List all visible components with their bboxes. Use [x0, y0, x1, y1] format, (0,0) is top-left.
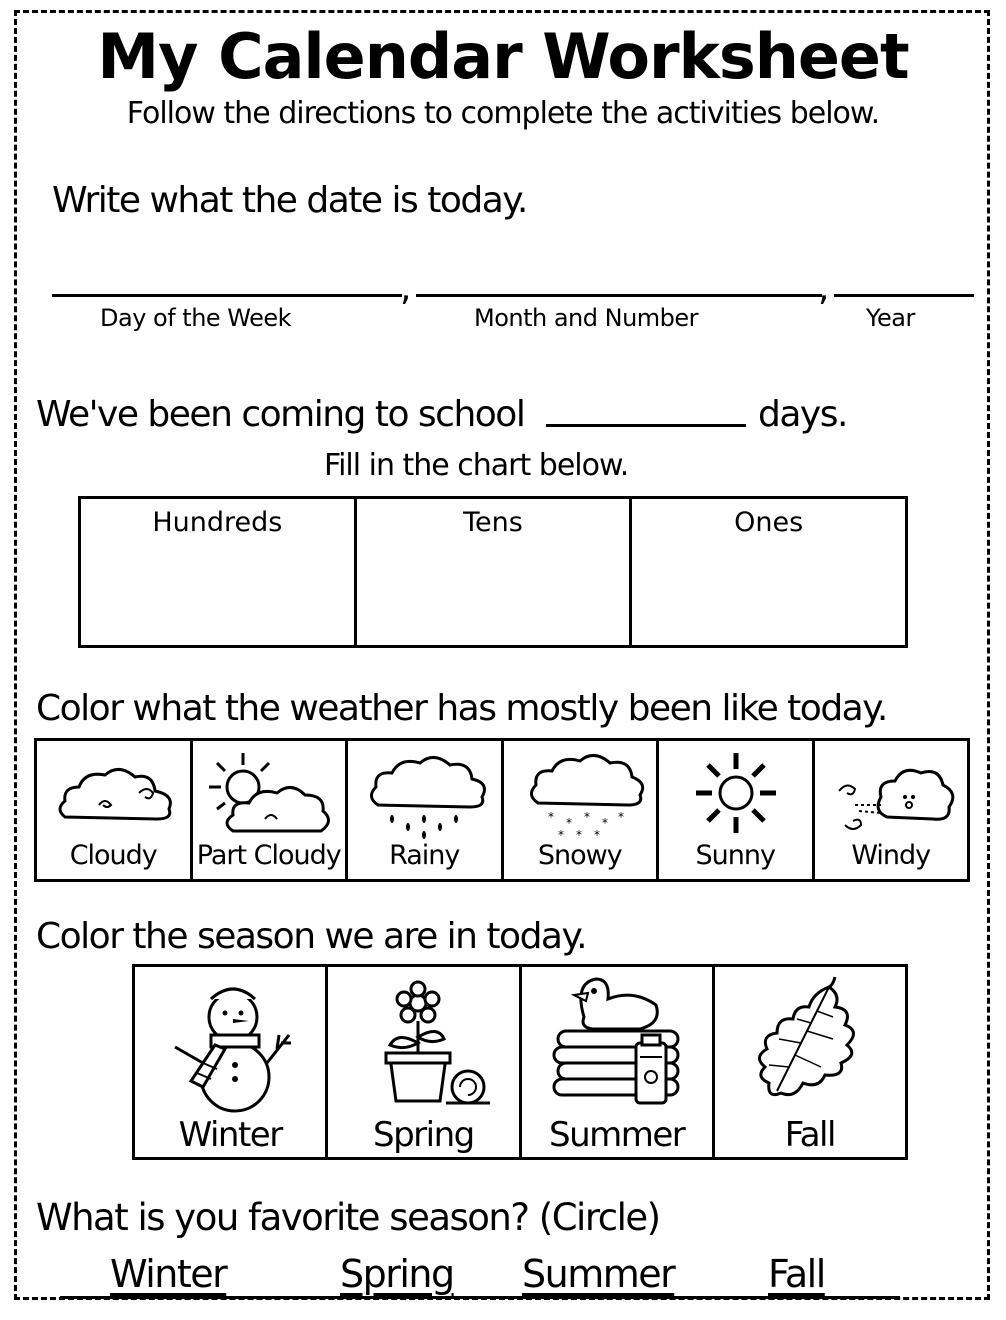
- weather-label: Sunny: [695, 840, 775, 871]
- weather-label: Cloudy: [69, 840, 157, 871]
- page-title: My Calendar Worksheet: [97, 20, 909, 93]
- svg-text:*: *: [557, 828, 564, 842]
- season-label: Summer: [548, 1115, 685, 1155]
- svg-text:*: *: [547, 810, 554, 824]
- cloud-icon: [47, 747, 181, 843]
- season-label: Spring: [373, 1115, 474, 1155]
- season-option-fall[interactable]: [715, 967, 905, 1157]
- svg-text:*: *: [617, 810, 624, 824]
- month-number-blank[interactable]: [416, 294, 822, 297]
- weather-label: Part Cloudy: [196, 840, 341, 871]
- school-days-blank[interactable]: [546, 424, 746, 427]
- favorite-underline: [60, 1296, 900, 1299]
- month-number-label: Month and Number: [474, 304, 699, 332]
- year-label: Year: [866, 304, 915, 332]
- place-value-chart: [78, 496, 908, 648]
- season-option-summer[interactable]: [522, 967, 715, 1157]
- school-days-suffix: days.: [758, 394, 847, 435]
- snowman-icon: [157, 973, 305, 1115]
- weather-option-part-cloudy[interactable]: [193, 741, 349, 879]
- hundreds-column[interactable]: Hundreds: [81, 499, 357, 645]
- season-option-spring[interactable]: [328, 967, 521, 1157]
- rain-cloud-icon: [358, 747, 492, 843]
- school-days-prompt: We've been coming to school: [36, 394, 525, 435]
- favorite-prompt: What is you favorite season? (Circle): [36, 1196, 660, 1239]
- weather-label: Windy: [851, 840, 931, 871]
- weather-option-rainy[interactable]: [348, 741, 504, 879]
- season-prompt: Color the season we are in today.: [36, 916, 587, 957]
- weather-option-snowy[interactable]: [504, 741, 660, 879]
- weather-label: Rainy: [389, 840, 460, 871]
- svg-text:*: *: [575, 828, 582, 842]
- day-of-week-blank[interactable]: [52, 294, 402, 297]
- favorite-option-spring[interactable]: Spring: [340, 1252, 454, 1296]
- favorite-option-fall[interactable]: Fall: [768, 1252, 825, 1296]
- partly-cloudy-icon: [203, 747, 337, 843]
- snow-cloud-icon: [514, 747, 648, 843]
- season-options: [132, 964, 908, 1160]
- season-option-winter[interactable]: [135, 967, 328, 1157]
- year-blank[interactable]: [834, 294, 974, 297]
- ones-column[interactable]: Ones: [734, 507, 804, 538]
- flower-pot-snail-icon: [350, 973, 498, 1115]
- wind-cloud-icon: [825, 747, 959, 843]
- weather-label: Snowy: [537, 840, 622, 871]
- chart-instruction: Fill in the chart below.: [324, 448, 629, 483]
- weather-options: [34, 738, 970, 882]
- svg-text:*: *: [601, 816, 608, 830]
- weather-option-sunny[interactable]: [659, 741, 815, 879]
- tens-column[interactable]: Tens: [357, 499, 633, 645]
- weather-option-windy[interactable]: [815, 741, 968, 879]
- oak-leaf-icon: [737, 973, 885, 1115]
- day-of-week-label: Day of the Week: [100, 304, 292, 332]
- svg-text:*: *: [593, 828, 600, 842]
- season-label: Winter: [178, 1115, 282, 1155]
- favorite-option-summer[interactable]: Summer: [522, 1252, 675, 1296]
- sun-icon: [669, 747, 803, 843]
- date-prompt: Write what the date is today.: [52, 180, 527, 221]
- page-subtitle: Follow the directions to complete the activities below.: [126, 96, 880, 131]
- comma: ,: [400, 268, 410, 309]
- comma: ,: [818, 268, 828, 309]
- weather-prompt: Color what the weather has mostly been like today.: [36, 688, 887, 729]
- svg-text:*: *: [565, 816, 572, 830]
- svg-text:*: *: [583, 810, 590, 824]
- duck-towels-sunscreen-icon: [544, 973, 692, 1115]
- season-label: Fall: [784, 1115, 835, 1155]
- weather-option-cloudy[interactable]: [37, 741, 193, 879]
- favorite-option-winter[interactable]: Winter: [110, 1252, 227, 1296]
